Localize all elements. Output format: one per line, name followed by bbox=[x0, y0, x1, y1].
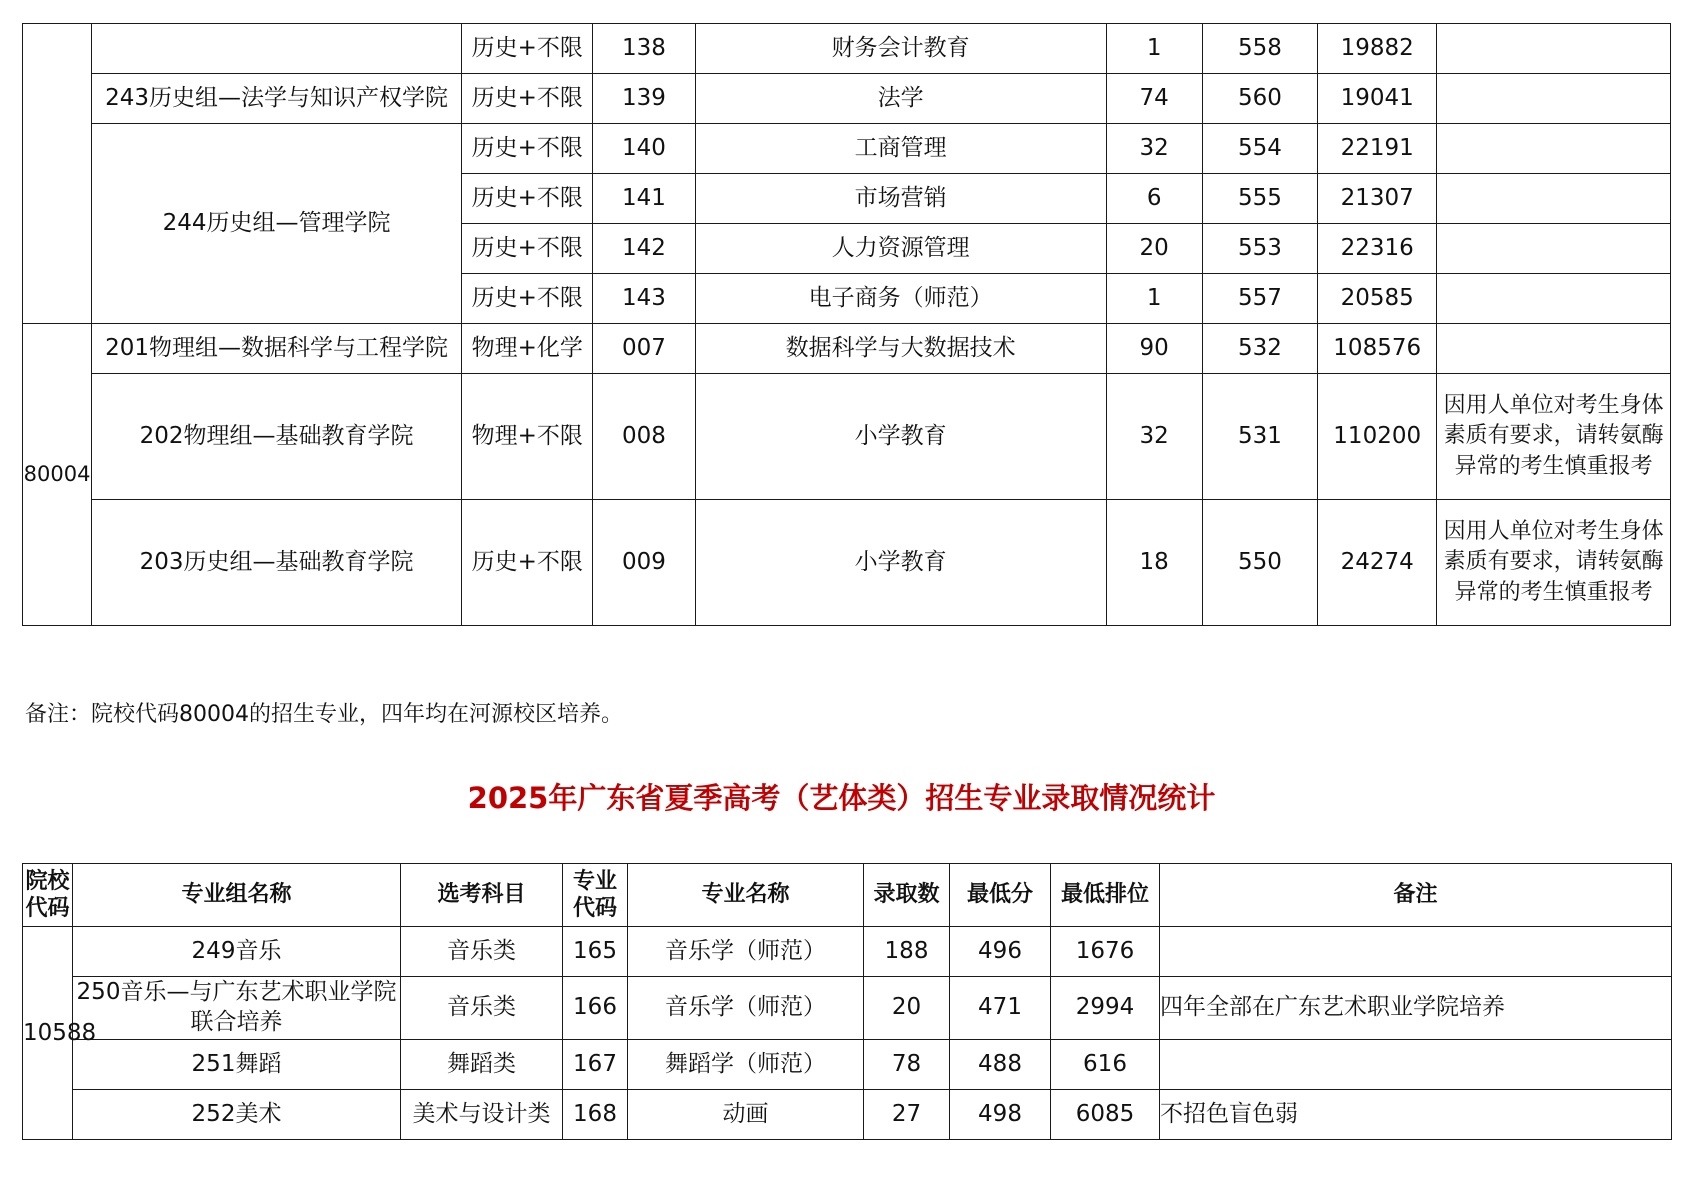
remark-cell bbox=[1437, 74, 1671, 124]
major-code-cell: 140 bbox=[593, 124, 695, 174]
table-row bbox=[23, 24, 1671, 74]
major-code-cell: 139 bbox=[593, 74, 695, 124]
group-name-cell: 249音乐 bbox=[73, 927, 401, 977]
major-code-cell: 167 bbox=[563, 1040, 628, 1090]
subjects-cell: 美术与设计类 bbox=[401, 1090, 563, 1140]
remark-cell bbox=[1160, 1040, 1672, 1090]
art-sports-admission-table bbox=[22, 863, 1672, 1140]
admitted-count-cell: 1 bbox=[1106, 274, 1202, 324]
table-header-row bbox=[23, 864, 1672, 927]
group-name-cell: 243历史组—法学与知识产权学院 bbox=[92, 74, 462, 124]
min-rank-cell: 1676 bbox=[1051, 927, 1160, 977]
remark-cell bbox=[1437, 24, 1671, 74]
min-score-cell: 532 bbox=[1202, 324, 1317, 374]
table-row bbox=[23, 977, 1672, 1040]
min-rank-cell: 616 bbox=[1051, 1040, 1160, 1090]
major-name-cell: 财务会计教育 bbox=[695, 24, 1106, 74]
remark-cell bbox=[1437, 224, 1671, 274]
min-score-cell: 557 bbox=[1202, 274, 1317, 324]
subjects-cell: 历史+不限 bbox=[462, 224, 593, 274]
min-score-cell: 560 bbox=[1202, 74, 1317, 124]
major-code-cell: 141 bbox=[593, 174, 695, 224]
subjects-cell: 物理+不限 bbox=[462, 374, 593, 500]
admitted-count-cell: 32 bbox=[1106, 124, 1202, 174]
school-code-cell: 10588 bbox=[23, 927, 73, 1140]
admitted-count-cell: 20 bbox=[864, 977, 950, 1040]
min-score-cell: 550 bbox=[1202, 500, 1317, 626]
min-rank-cell: 20585 bbox=[1318, 274, 1437, 324]
header-school-code: 院校代码 bbox=[23, 864, 73, 927]
table-row bbox=[23, 500, 1671, 626]
group-name-cell bbox=[92, 24, 462, 74]
min-score-cell: 531 bbox=[1202, 374, 1317, 500]
group-name-cell: 202物理组—基础教育学院 bbox=[92, 374, 462, 500]
major-name-cell: 音乐学（师范） bbox=[628, 927, 864, 977]
section-title: 2025年广东省夏季高考（艺体类）招生专业录取情况统计 bbox=[467, 781, 1216, 815]
admitted-count-cell: 32 bbox=[1106, 374, 1202, 500]
school-code-cell bbox=[23, 24, 92, 324]
subjects-cell: 音乐类 bbox=[401, 927, 563, 977]
min-score-cell: 555 bbox=[1202, 174, 1317, 224]
major-name-cell: 小学教育 bbox=[695, 500, 1106, 626]
admitted-count-cell: 1 bbox=[1106, 24, 1202, 74]
major-code-cell: 143 bbox=[593, 274, 695, 324]
remark-cell bbox=[1437, 174, 1671, 224]
min-rank-cell: 21307 bbox=[1318, 174, 1437, 224]
major-name-cell: 音乐学（师范） bbox=[628, 977, 864, 1040]
group-name-cell: 203历史组—基础教育学院 bbox=[92, 500, 462, 626]
group-name-cell: 201物理组—数据科学与工程学院 bbox=[92, 324, 462, 374]
min-score-cell: 553 bbox=[1202, 224, 1317, 274]
admitted-count-cell: 6 bbox=[1106, 174, 1202, 224]
min-score-cell: 496 bbox=[950, 927, 1051, 977]
table-row bbox=[23, 1090, 1672, 1140]
table-row bbox=[23, 74, 1671, 124]
major-name-cell: 市场营销 bbox=[695, 174, 1106, 224]
remark-cell bbox=[1437, 274, 1671, 324]
header-min-rank: 最低排位 bbox=[1051, 864, 1160, 927]
header-major-code: 专业代码 bbox=[563, 864, 628, 927]
admitted-count-cell: 78 bbox=[864, 1040, 950, 1090]
subjects-cell: 历史+不限 bbox=[462, 24, 593, 74]
group-name-cell: 251舞蹈 bbox=[73, 1040, 401, 1090]
min-rank-cell: 108576 bbox=[1318, 324, 1437, 374]
major-code-cell: 008 bbox=[593, 374, 695, 500]
major-code-cell: 166 bbox=[563, 977, 628, 1040]
min-rank-cell: 2994 bbox=[1051, 977, 1160, 1040]
table-row bbox=[23, 374, 1671, 500]
remark-cell: 因用人单位对考生身体素质有要求，请转氨酶异常的考生慎重报考 bbox=[1437, 374, 1671, 500]
group-name-cell: 250音乐—与广东艺术职业学院联合培养 bbox=[73, 977, 401, 1040]
major-code-cell: 165 bbox=[563, 927, 628, 977]
min-rank-cell: 19041 bbox=[1318, 74, 1437, 124]
table-row bbox=[23, 927, 1672, 977]
min-score-cell: 554 bbox=[1202, 124, 1317, 174]
major-code-cell: 007 bbox=[593, 324, 695, 374]
major-name-cell: 工商管理 bbox=[695, 124, 1106, 174]
subjects-cell: 历史+不限 bbox=[462, 124, 593, 174]
min-rank-cell: 110200 bbox=[1318, 374, 1437, 500]
min-score-cell: 471 bbox=[950, 977, 1051, 1040]
min-score-cell: 558 bbox=[1202, 24, 1317, 74]
header-group-name: 专业组名称 bbox=[73, 864, 401, 927]
remark-cell: 不招色盲色弱 bbox=[1160, 1090, 1672, 1140]
min-rank-cell: 19882 bbox=[1318, 24, 1437, 74]
major-code-cell: 009 bbox=[593, 500, 695, 626]
admitted-count-cell: 188 bbox=[864, 927, 950, 977]
admitted-count-cell: 20 bbox=[1106, 224, 1202, 274]
min-rank-cell: 22316 bbox=[1318, 224, 1437, 274]
admitted-count-cell: 74 bbox=[1106, 74, 1202, 124]
major-name-cell: 舞蹈学（师范） bbox=[628, 1040, 864, 1090]
footnote: 备注：院校代码80004的招生专业，四年均在河源校区培养。 bbox=[25, 702, 623, 727]
school-code-cell: 80004 bbox=[23, 324, 92, 626]
table-row bbox=[23, 324, 1671, 374]
header-major-name: 专业名称 bbox=[628, 864, 864, 927]
remark-cell: 四年全部在广东艺术职业学院培养 bbox=[1160, 977, 1672, 1040]
subjects-cell: 历史+不限 bbox=[462, 174, 593, 224]
admitted-count-cell: 18 bbox=[1106, 500, 1202, 626]
major-name-cell: 数据科学与大数据技术 bbox=[695, 324, 1106, 374]
header-min-score: 最低分 bbox=[950, 864, 1051, 927]
min-score-cell: 498 bbox=[950, 1090, 1051, 1140]
min-rank-cell: 6085 bbox=[1051, 1090, 1160, 1140]
admitted-count-cell: 90 bbox=[1106, 324, 1202, 374]
subjects-cell: 音乐类 bbox=[401, 977, 563, 1040]
admission-table-continued bbox=[22, 23, 1671, 626]
subjects-cell: 历史+不限 bbox=[462, 274, 593, 324]
major-code-cell: 168 bbox=[563, 1090, 628, 1140]
min-rank-cell: 22191 bbox=[1318, 124, 1437, 174]
major-code-cell: 142 bbox=[593, 224, 695, 274]
admitted-count-cell: 27 bbox=[864, 1090, 950, 1140]
major-name-cell: 动画 bbox=[628, 1090, 864, 1140]
group-name-cell: 244历史组—管理学院 bbox=[92, 124, 462, 324]
major-name-cell: 电子商务（师范） bbox=[695, 274, 1106, 324]
remark-cell bbox=[1160, 927, 1672, 977]
subjects-cell: 历史+不限 bbox=[462, 74, 593, 124]
major-name-cell: 人力资源管理 bbox=[695, 224, 1106, 274]
subjects-cell: 物理+化学 bbox=[462, 324, 593, 374]
subjects-cell: 历史+不限 bbox=[462, 500, 593, 626]
remark-cell bbox=[1437, 124, 1671, 174]
table-row bbox=[23, 124, 1671, 174]
subjects-cell: 舞蹈类 bbox=[401, 1040, 563, 1090]
remark-cell bbox=[1437, 324, 1671, 374]
major-name-cell: 小学教育 bbox=[695, 374, 1106, 500]
major-name-cell: 法学 bbox=[695, 74, 1106, 124]
min-rank-cell: 24274 bbox=[1318, 500, 1437, 626]
table-row bbox=[23, 1040, 1672, 1090]
remark-cell: 因用人单位对考生身体素质有要求，请转氨酶异常的考生慎重报考 bbox=[1437, 500, 1671, 626]
group-name-cell: 252美术 bbox=[73, 1090, 401, 1140]
major-code-cell: 138 bbox=[593, 24, 695, 74]
header-remark: 备注 bbox=[1160, 864, 1672, 927]
header-admitted: 录取数 bbox=[864, 864, 950, 927]
min-score-cell: 488 bbox=[950, 1040, 1051, 1090]
header-subjects: 选考科目 bbox=[401, 864, 563, 927]
